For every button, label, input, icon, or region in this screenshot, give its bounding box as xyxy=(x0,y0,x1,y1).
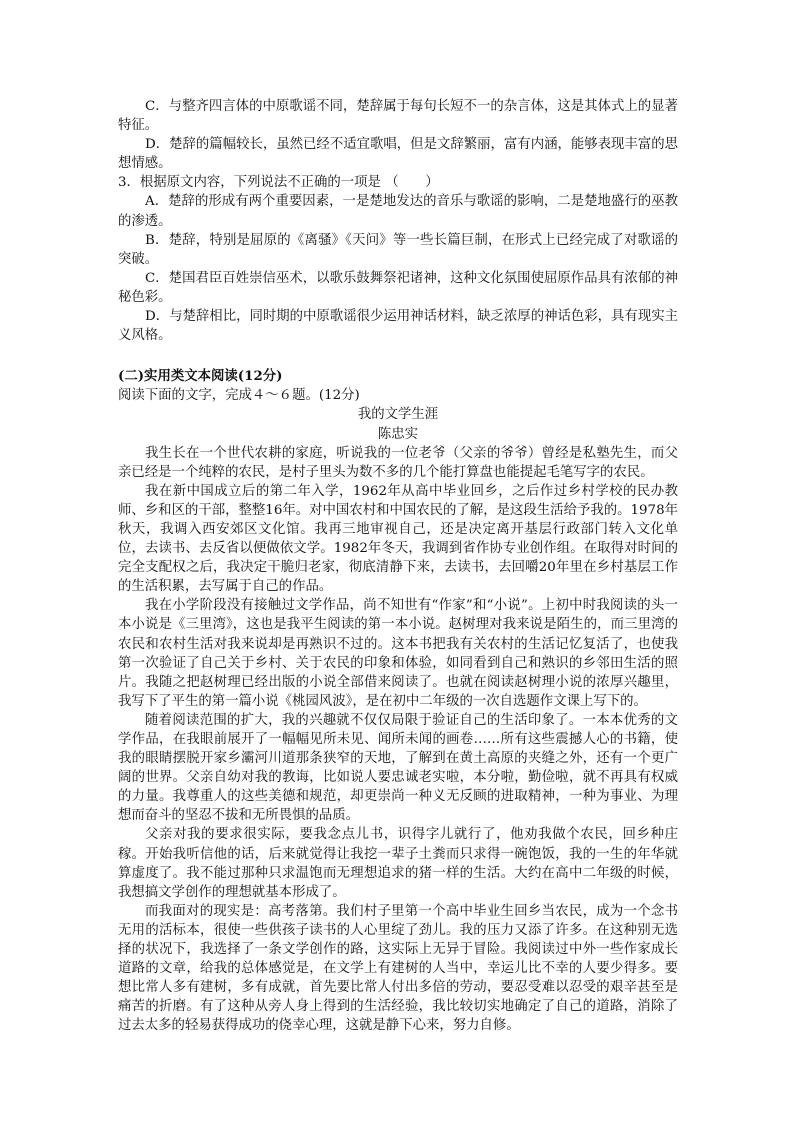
q3-option-a: A．楚辞的形成有两个重要因素，一是楚地发达的音乐与歌谣的影响，二是楚地盛行的巫教的渗透。 xyxy=(118,194,678,229)
q2-option-d: D．楚辞的篇幅较长，虽然已经不适宜歌唱，但是文辞繁丽，富有内涵，能够表现丰富的思想情感。 xyxy=(118,137,678,172)
article-paragraph-2: 我在新中国成立后的第二年入学，1962年从高中毕业回乡，之后作过乡村学校的民办教师、乡和区的干部，整整16年。对中国农村和中国农民的了解，是这段生活给予我的。1978年秋天，我调入西安郊区文化馆。我再三地审视自己，还是决定离开基层行政部门转入文化单位，去读书、去反省以便做依文学。1982年冬天，我调到省作协专业创作组。在取得对时间的完全支配权之后，我决定干脆归老家，彻底清静下来，去读书，去回嚼20年里在乡村基层工作的生活积累，去写属于自己的作品。 xyxy=(118,483,678,595)
article-title: 我的文学生涯 xyxy=(357,407,439,423)
q2-option-c: C．与整齐四言体的中原歌谣不同，楚辞属于每句长短不一的杂言体，这是其体式上的显著特征。 xyxy=(118,99,678,134)
article-paragraph-4: 随着阅读范围的扩大，我的兴趣就不仅仅局限于验证自己的生活印象了。一本本优秀的文学作品，在我眼前展开了一幅幅见所未见、闻所未闻的画卷……所有这些震撼人心的书籍，使我的眼睛摆脱开家乡灞河川道那条狭窄的天地，了解到在黄土高原的夹缝之外，还有一个更广阔的世界。父亲自幼对我的教诲，比如说人要忠诚老实啦，本分啦，勤俭啦，就不再具有权威的力量。我尊重人的这些美德和规范，却更崇尚一种义无反顾的进取精神，一种为事业、为理想而奋斗的坚忍不拔和无所畏惧的品质。 xyxy=(118,712,678,824)
q3-option-c: C．楚国君臣百姓崇信巫术，以歌乐鼓舞祭祀诸神，这种文化氛围使屈原作品具有浓郁的神秘色彩。 xyxy=(118,270,678,305)
article-paragraph-5: 父亲对我的要求很实际，要我念点儿书，识得字儿就行了，他劝我做个农民，回乡种庄稼。开始我听信他的话，后来就觉得让我挖一辈子土粪而只求得一碗饱饭，我的一生的年华就算虚度了。我不能过那种只求温饱而无理想追求的猪一样的生活。大约在高中二年级的时候，我想搞文学创作的理想就基本形成了。 xyxy=(118,827,678,900)
section-instruction: 阅读下面的文字，完成４～６题。(12分) xyxy=(118,388,360,404)
section-gap xyxy=(118,345,678,367)
article-author: 陈忠实 xyxy=(377,426,419,442)
article-paragraph-1: 我生长在一个世代农耕的家庭，听说我的一位老爷（父亲的爷爷）曾经是私塾先生，而父亲已经是一个纯粹的农民，是村子里头为数不多的几个能打算盘也能提起毛笔写字的农民。 xyxy=(118,445,678,480)
q3-option-b: B．楚辞，特别是屈原的《离骚》《天问》等一些长篇巨制，在形式上已经完成了对歌谣的突破。 xyxy=(118,232,678,267)
q3-option-d: D．与楚辞相比，同时期的中原歌谣很少运用神话材料，缺乏浓厚的神话色彩，具有现实主义风格。 xyxy=(118,309,678,344)
q3-stem: 3．根据原文内容，下列说法不正确的一项是 （ ） xyxy=(118,175,439,191)
document-page xyxy=(118,97,678,1036)
section-heading: (二)实用类文本阅读(12分) xyxy=(118,368,283,385)
article-paragraph-6: 而我面对的现实是：高考落第。我们村子里第一个高中毕业生回乡当农民，成为一个念书无用的活标本，很使一些供孩子读书的人心里绽了劲儿。我的压力又添了许多。在这种别无选择的状况下，我选择了一条文学创作的路，这实际上无异于冒险。我阅读过中外一些作家成长道路的文章，给我的总体感觉是，在文学上有建树的人当中，幸运儿比不幸的人要少得多。要想比常人多有建树，多有成就，首先要比常人付出多倍的劳动，要忍受难以忍受的艰辛甚至是痛苦的折磨。有了这种从旁人身上得到的生活经验，我比较切实地确定了自己的道路，消除了过去太多的轻易获得成功的侥幸心理，这就是静下心来，努力自修。 xyxy=(118,903,678,1034)
article-paragraph-3: 我在小学阶段没有接触过文学作品，尚不知世有“作家”和“小说”。上初中时我阅读的头一本小说是《三里湾》，这也是我平生阅读的第一本小说。赵树理对我来说是陌生的，而三里湾的农民和农村生活对我来说却是再熟识不过的。这本书把我有关农村的生活记忆复活了，也使我第一次验证了自己关于乡村、关于农民的印象和体验，如同看到自己和熟识的乡邻田生活的照片。我随之把赵树理已经出版的小说全部借来阅读了。也就在阅读赵树理小说的浓厚兴趣里，我写下了平生的第一篇小说《桃园风波》，是在初中二年级的一次自选题作文课上写下的。 xyxy=(118,598,678,709)
